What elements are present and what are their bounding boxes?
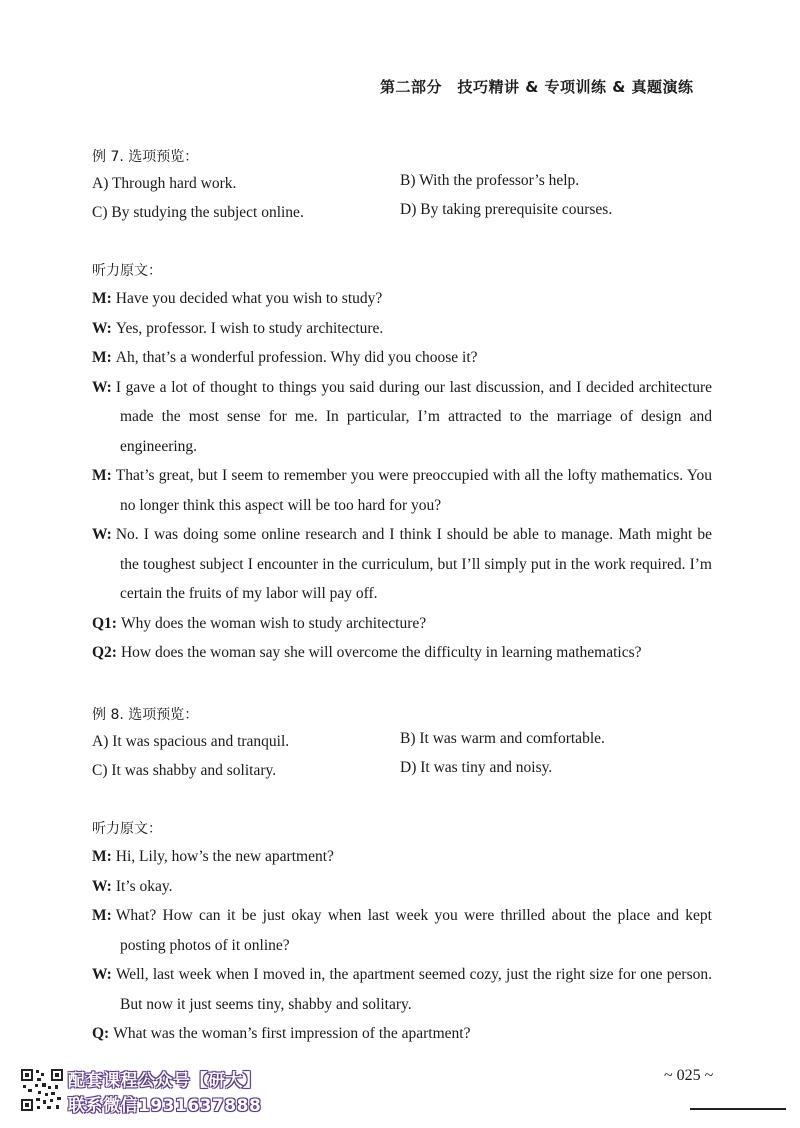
- dialogue-line: [92, 960, 712, 1019]
- page-number: ~ 025 ~: [664, 1067, 714, 1084]
- dialogue-line: [92, 284, 712, 314]
- option-c: C) By studying the subject online.: [92, 204, 304, 221]
- question-number: Q:: [92, 1025, 110, 1042]
- option-b: B) With the professor’s help.: [400, 172, 580, 189]
- utterance: I gave a lot of thought to things you said during our last discussion, and I decided architecture made the most sense for me. In particular, I’m attracted to the marriage of design and engineering.: [115, 378, 712, 455]
- speaker: M:: [92, 848, 112, 865]
- transcript-label: 听力原文：: [92, 821, 162, 837]
- dialogue-line: [92, 314, 712, 344]
- utterance: Have you decided what you wish to study?: [115, 290, 383, 307]
- speaker: M:: [92, 467, 112, 484]
- question-text: Why does the woman wish to study architecture?: [120, 614, 427, 632]
- example-7-options: [92, 172, 712, 222]
- speaker: M:: [92, 907, 112, 924]
- question-text: What was the woman’s first impression of the apartment?: [113, 1025, 471, 1042]
- transcript: [92, 284, 712, 668]
- dialogue-line: [92, 520, 712, 609]
- example-7-label: 例 7. 选项预览：: [92, 149, 199, 165]
- page-number-value: 025: [676, 1067, 701, 1084]
- option-c: C) It was shabby and solitary.: [92, 762, 277, 779]
- utterance: It’s okay.: [115, 877, 173, 895]
- dialogue-line: [92, 872, 712, 902]
- utterance: Yes, professor. I wish to study architecture.: [115, 319, 384, 337]
- dialogue-line: [92, 343, 712, 373]
- dialogue-line: [92, 461, 712, 520]
- utterance: Well, last week when I moved in, the apartment seemed cozy, just the right size for one person. But now it just seems tiny, shabby and solitary.: [115, 966, 712, 1013]
- speaker: M:: [92, 349, 112, 366]
- utterance: What? How can it be just okay when last week you were thrilled about the place and kept posting photos of it online?: [115, 907, 712, 954]
- question-line: [92, 609, 712, 639]
- speaker: W:: [92, 319, 112, 337]
- option-b: B) It was warm and comfortable.: [400, 730, 605, 747]
- option-d: D) It was tiny and noisy.: [400, 759, 553, 776]
- example-7: [92, 146, 712, 668]
- utterance: Ah, that’s a wonderful profession. Why did you choose it?: [115, 349, 478, 366]
- transcript-label: 听力原文：: [92, 263, 162, 279]
- watermark-line-2: 联系微信1931637888: [68, 1096, 262, 1116]
- footer-rule: [690, 1108, 786, 1110]
- option-a: A) Through hard work.: [92, 175, 237, 192]
- utterance: That’s great, but I seem to remember you were preoccupied with all the lofty mathematics. You no longer think this aspect will be too hard for you?: [115, 467, 712, 514]
- dialogue-line: [92, 901, 712, 960]
- qr-code-icon: [20, 1068, 64, 1112]
- question-number: Q1:: [92, 614, 117, 632]
- transcript: [92, 842, 712, 1049]
- option-d: D) By taking prerequisite courses.: [400, 201, 613, 218]
- utterance: Hi, Lily, how’s the new apartment?: [115, 848, 334, 865]
- question-number: Q2:: [92, 644, 117, 661]
- example-8-options: [92, 730, 712, 780]
- question-line: [92, 1019, 712, 1049]
- option-a: A) It was spacious and tranquil.: [92, 733, 290, 750]
- speaker: W:: [92, 378, 112, 396]
- running-header: 第二部分 技巧精讲 & 专项训练 & 真题演练: [380, 78, 694, 96]
- dialogue-line: [92, 373, 712, 462]
- question-line: [92, 638, 712, 668]
- speaker: W:: [92, 526, 112, 543]
- question-text: How does the woman say she will overcome the difficulty in learning mathematics?: [120, 644, 642, 661]
- speaker: W:: [92, 966, 112, 983]
- speaker: M:: [92, 290, 112, 307]
- dialogue-line: [92, 842, 712, 872]
- watermark-line-1: 配套课程公众号【研大】: [68, 1071, 261, 1091]
- example-8: [92, 704, 712, 1049]
- speaker: W:: [92, 877, 112, 895]
- example-8-label: 例 8. 选项预览：: [92, 707, 199, 723]
- utterance: No. I was doing some online research and I think I should be able to manage. Math might be the toughest subject I encounter in the curriculum, but I’ll simply put in the work required. I’m certain the fruits of my labor will pay off.: [115, 526, 712, 602]
